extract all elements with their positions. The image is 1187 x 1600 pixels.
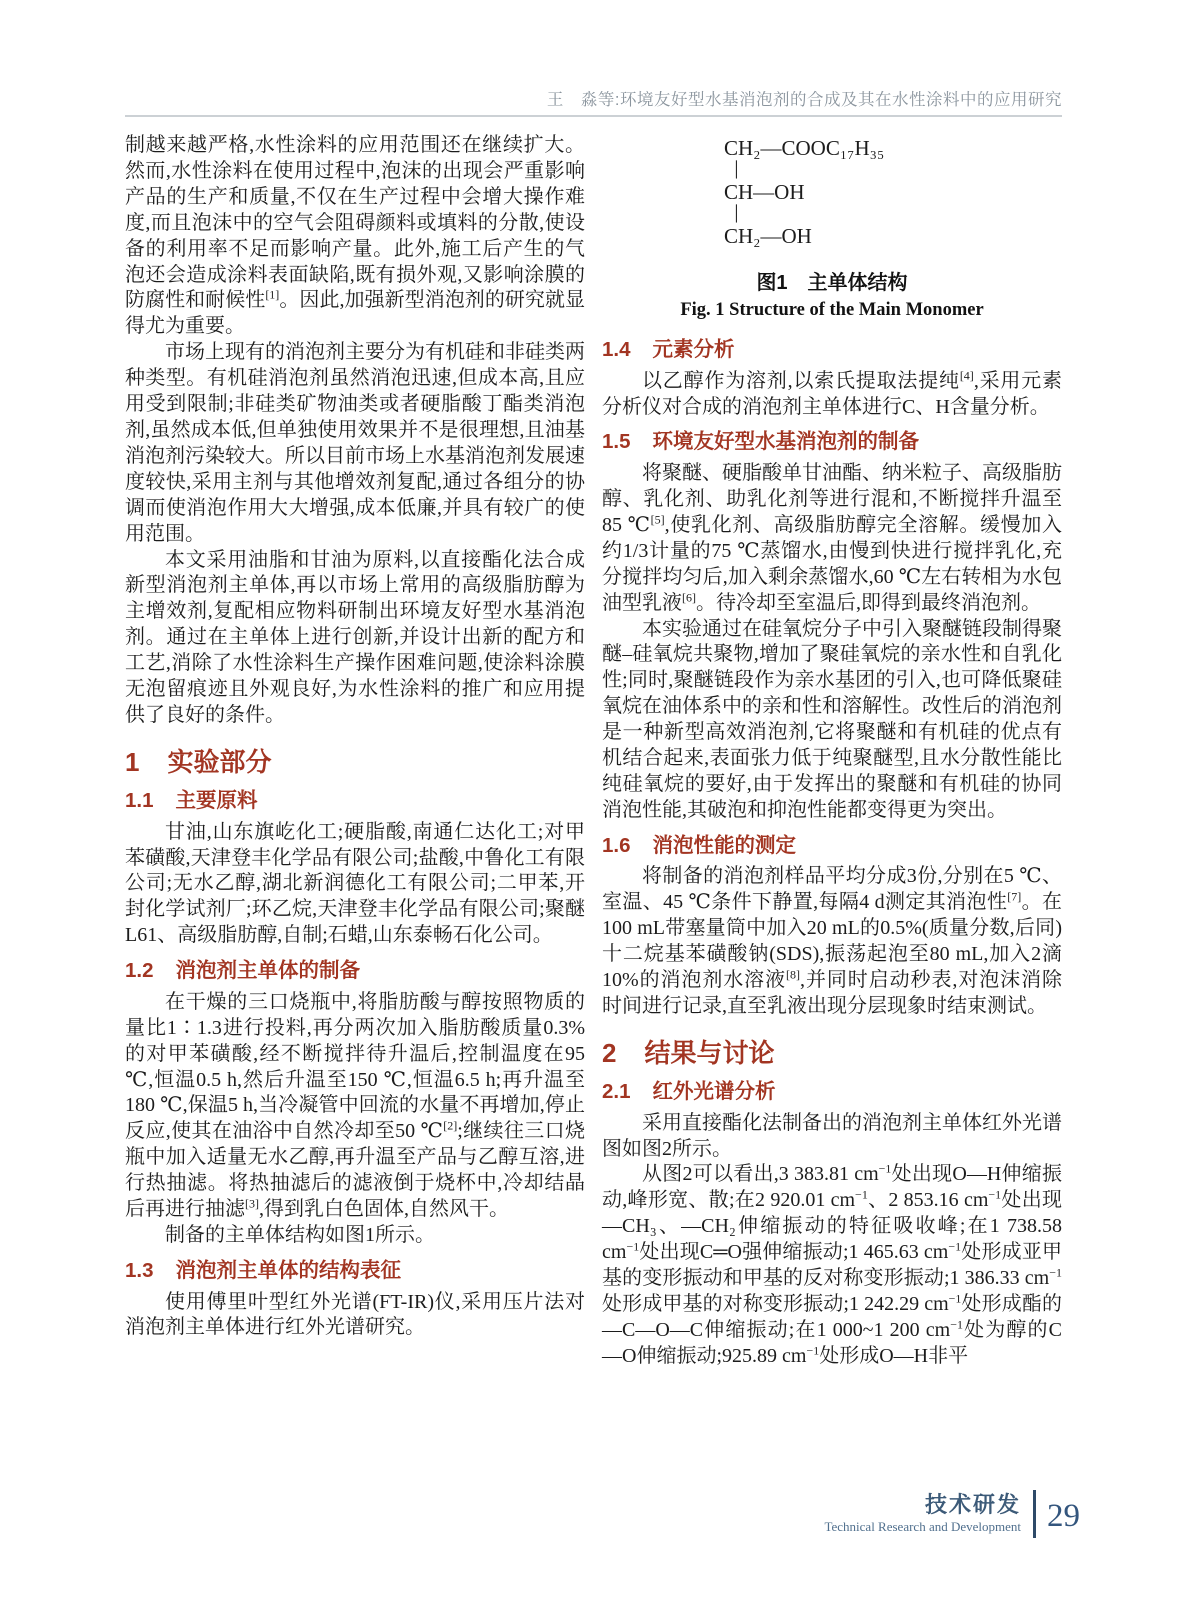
- subsection-title: 消泡剂主单体的结构表征: [175, 1258, 401, 1282]
- subsection-number: 1.2: [125, 959, 154, 983]
- subsection-heading-characterization: [125, 1258, 585, 1284]
- footer-divider-bar: [1033, 1490, 1036, 1538]
- subsection-title: 元素分析: [652, 338, 735, 361]
- section-number: 1: [125, 746, 140, 777]
- left-column: [125, 133, 585, 1341]
- right-column: [602, 133, 1062, 1370]
- subsection-number: 1.5: [602, 430, 631, 454]
- paragraph-elemental-analysis: 以乙醇作为溶剂,以索氏提取法提纯[4],采用元素分析仪对合成的消泡剂主单体进行C、H含量分析。: [602, 367, 1063, 418]
- formula-line-1: CH₂—COOC₁₇H₃₅: [724, 136, 885, 160]
- header-rule: [125, 115, 1062, 117]
- subsection-title: 消泡剂主单体的制备: [175, 959, 360, 983]
- bond-bar: │: [731, 206, 742, 222]
- subsection-title: 主要原料: [175, 789, 258, 813]
- subsection-number: 2.1: [602, 1080, 631, 1103]
- footer-section-labels: [824, 1493, 1021, 1534]
- page-footer: [824, 1490, 1080, 1538]
- paragraph-this-paper: 本文采用油脂和甘油为原料,以直接酯化法合成新型消泡剂主单体,再以市场上常用的高级脂肪醇为主增效剂,复配相应物料研制出环境友好型水基消泡剂。通过在主单体上进行创新,并设计出新的配方和工艺,消除了水性涂料生产操作困难问题,使涂料涂膜无泡留痕迹且外观良好,为水性涂料的推广和应用提供了良好的条件。: [125, 548, 585, 726]
- subsection-number: 1.3: [125, 1258, 154, 1282]
- section-title: 结果与讨论: [644, 1037, 775, 1068]
- paragraph-materials: 甘油,山东旗屹化工;硬脂酸,南通仁达化工;对甲苯磺酸,天津登丰化学品有限公司;盐酸,中鲁化工有限公司;无水乙醇,湖北新润德化工有限公司;二甲苯,开封化学试剂厂;环乙烷,天津登丰化学品有限公司;聚醚L61、高级脂肪醇,自制;石蜡,山东泰畅石化公司。: [125, 820, 585, 947]
- section-heading-results: [602, 1038, 1062, 1069]
- formula-line-3: CH₂—OH: [724, 224, 812, 248]
- subsection-heading-defoaming-test: [602, 833, 1062, 859]
- subsection-heading-ir-analysis: [602, 1079, 1062, 1105]
- page-content: [125, 133, 1062, 1370]
- subsection-title: 消泡性能的测定: [652, 833, 796, 857]
- subsection-heading-elemental-analysis: [602, 337, 1062, 363]
- subsection-number: 1.6: [602, 833, 631, 857]
- paragraph-ir-detail: 从图2可以看出,3 383.81 $cm^{-1}$处出现O—H伸缩振动,峰形宽、散;在2 920.01 $cm^{-1}$、2 853.16 $cm^{-1}$处出现—CH₃、—CH₂伸缩振动的特征吸收峰;在1 738.58 $cm^{-1}$处出现C═O强伸缩振动;1 465.63 $cm^{-1}$处形成亚甲基的变形振动和甲基的反对称变形振动;1 386.33 $cm^{-1}$处形成甲基的对称变形振动;1 242.29 $cm^{-1}$处形成酯的—C—O—C伸缩振动;在1 000~1 200 $cm^{-1}$处为醇的C—O伸缩振动;925.89 $cm^{-1}$处形成O—H非平: [602, 1161, 1063, 1367]
- bond-bar: │: [731, 162, 742, 178]
- paragraph-continuation: 制越来越严格,水性涂料的应用范围还在继续扩大。然而,水性涂料在使用过程中,泡沫的出现会严重影响产品的生产和质量,不仅在生产过程中会增大操作难度,而且泡沫中的空气会阻碍颜料或填料的分散,使设备的利用率不足而影响产量。此外,施工后产生的气泡还会造成涂料表面缺陷,既有损外观,又影响涂膜的防腐性和耐候性[1]。因此,加强新型消泡剂的研究就显得尤为重要。: [125, 134, 586, 338]
- figure-1-caption-zh: 图1 主单体结构: [756, 272, 908, 294]
- section-title: 实验部分: [167, 746, 272, 777]
- subsection-number: 1.1: [125, 789, 154, 813]
- subsection-heading-raw-materials: [125, 788, 585, 814]
- paragraph-monomer-prep: 在干燥的三口烧瓶中,将脂肪酸与醇按照物质的量比1∶1.3进行投料,再分两次加入脂肪酸质量0.3%的对甲苯磺酸,经不断搅拌待升温后,控制温度在95 ℃,恒温0.5 h,然后升温至150 ℃,恒温6.5 h;再升温至180 ℃,保温5 h,当冷凝管中回流的水量不再增加,停止反应,使其在油浴中自然冷却至50 ℃[2];继续往三口烧瓶中加入适量无水乙醇,再升温至产品与乙醇互溶,进行热抽滤。将热抽滤后的滤液倒于烧杯中,冷却结晶后再进行抽滤[3],得到乳白色固体,自然风干。: [125, 990, 586, 1221]
- subsection-heading-monomer-prep: [125, 958, 585, 984]
- section-heading-experimental: [125, 747, 585, 778]
- subsection-number: 1.4: [602, 338, 631, 361]
- page-number: 29: [1047, 1497, 1080, 1534]
- figure-1-caption-en: Fig. 1 Structure of the Main Monomer: [680, 300, 984, 320]
- paragraph-siloxane-copolymer: 本实验通过在硅氧烷分子中引入聚醚链段制得聚醚–硅氧烷共聚物,增加了聚硅氧烷的亲水性和自乳化性;同时,聚醚链段作为亲水基团的引入,也可降低聚硅氧烷在油体系中的亲和性和溶解性。改性后的消泡剂是一种新型高效消泡剂,它将聚醚和有机硅的优点有机结合起来,表面张力低于纯聚醚型,且水分散性能比纯硅氧烷的要好,由于发挥出的聚醚和有机硅的协同消泡性能,其破泡和抑泡性能都变得更为突出。: [602, 617, 1062, 821]
- paragraph-ftir-method: 使用傅里叶型红外光谱(FT-IR)仪,采用压片法对消泡剂主单体进行红外光谱研究。: [125, 1290, 585, 1339]
- paragraph-defoaming-test: 将制备的消泡剂样品平均分成3份,分别在5 ℃、室温、45 ℃条件下静置,每隔4 d测定其消泡性[7]。在100 mL带塞量筒中加入20 mL的0.5%(质量分数,后同)十二烷基苯磺酸钠(SDS),振荡起泡至80 mL,加入2滴10%的消泡剂水溶液[8],并同时启动秒表,对泡沫消除时间进行记录,直至乳液出现分层现象时结束测试。: [602, 865, 1062, 1017]
- running-header: [125, 86, 1062, 110]
- paragraph-figure-reference: 制备的主单体结构如图1所示。: [165, 1223, 435, 1246]
- figure-1-monomer-structure: [602, 135, 1062, 321]
- paragraph-defoamer-prep: 将聚醚、硬脂酸单甘油酯、纳米粒子、高级脂肪醇、乳化剂、助乳化剂等进行混和,不断搅拌升温至85 ℃[5],使乳化剂、高级脂肪醇完全溶解。缓慢加入约1/3计量的75 ℃蒸馏水,由慢到快进行搅拌乳化,充分搅拌均匀后,加入剩余蒸馏水,60 ℃左右转相为水包油型乳液[6]。待冷却至室温后,即得到最终消泡剂。: [602, 462, 1062, 614]
- footer-label-en: Technical Research and Development: [824, 1519, 1021, 1535]
- formula-line-2: CH—OH: [724, 180, 805, 204]
- paragraph-ir-intro: 采用直接酯化法制备出的消泡剂主单体红外光谱图如图2所示。: [602, 1111, 1062, 1160]
- subsection-heading-defoamer-prep: [602, 429, 1062, 455]
- section-number: 2: [602, 1037, 617, 1068]
- subsection-title: 环境友好型水基消泡剂的制备: [652, 430, 919, 454]
- footer-label-zh: 技术研发: [924, 1492, 1021, 1518]
- figure-1-caption: [602, 266, 1062, 321]
- running-title: 王 淼等:环境友好型水基消泡剂的合成及其在水性涂料中的应用研究: [546, 91, 1062, 109]
- paragraph-market-overview: 市场上现有的消泡剂主要分为有机硅和非硅类两种类型。有机硅消泡剂虽然消泡迅速,但成本高,且应用受到限制;非硅类矿物油类或者硬脂酸丁酯类消泡剂,虽然成本低,但单独使用效果并不是很理想,且油基消泡剂污染较大。所以目前市场上水基消泡剂发展速度较快,采用主剂与其他增效剂复配,通过各组分的协调而使消泡作用大大增强,成本低廉,并具有较广的使用范围。: [125, 341, 585, 545]
- chemical-formula: [602, 135, 1062, 250]
- subsection-title: 红外光谱分析: [652, 1080, 776, 1103]
